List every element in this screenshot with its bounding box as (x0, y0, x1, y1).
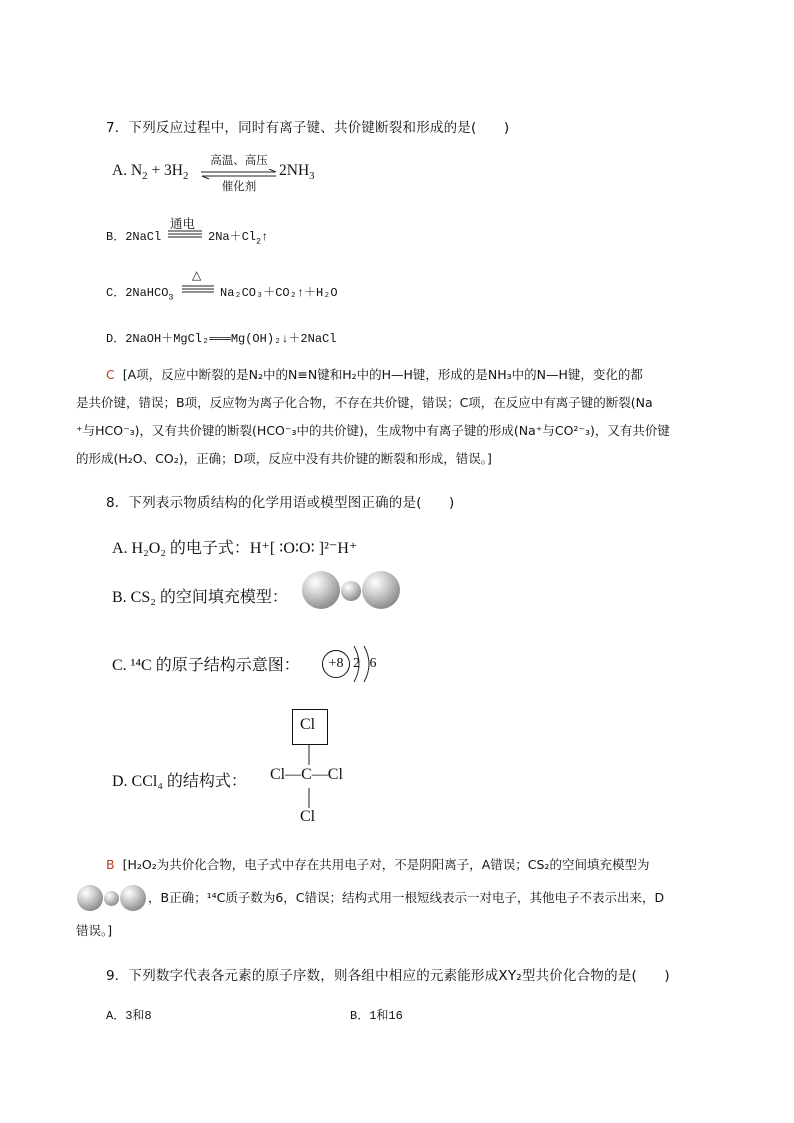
q7-a-label: A. N (112, 162, 143, 179)
q7-b-product-text: 2Na＋Cl (208, 230, 257, 244)
q7-answer-line3: ⁺与HCO⁻₃)，又有共价键的断裂(HCO⁻₃中的共价键)，生成物中有离子键的形成(Na⁺与CO²⁻₃)，又有共价键 (76, 423, 670, 438)
cs2-sulfur-ball-left (302, 571, 340, 609)
q8-answer-line1 (106, 852, 649, 878)
q8-answer-letter: B (106, 857, 115, 872)
q7-a-condition-bottom: 催化剂 (221, 179, 257, 193)
answer-cs2-ball-left (77, 885, 103, 911)
q7-c-text: C．2NaHCO (106, 286, 169, 300)
q7-option-d: D．2NaOH＋MgCl₂═══Mg(OH)₂↓＋2NaCl (106, 332, 337, 346)
q7-stem: 7．下列反应过程中，同时有离子键、共价键断裂和形成的是( ) (106, 120, 510, 136)
q7-b-arrow: ↑ (261, 230, 269, 244)
q8-a-label: A. H₂O₂ 的电子式： (112, 540, 250, 557)
q9-option-b: B．1和16 (350, 1009, 403, 1023)
q7-a-rest: + 3H (147, 162, 183, 179)
ccl4-bottom-cl: Cl (300, 808, 316, 825)
ccl4-top-cl: Cl (300, 716, 316, 733)
q7-option-b: B．2NaCl (106, 230, 162, 244)
ccl4-middle-row: Cl—C—Cl (270, 766, 343, 783)
q7-answer-line4: 的形成(H₂O、CO₂)，正确；D项，反应中没有共价键的断裂和形成，错误。] (76, 451, 492, 466)
q7-option-a: A. $N_2 + 3H_2$ (112, 162, 189, 183)
q7-c-equals (182, 285, 216, 293)
ccl4-top-bond (308, 745, 310, 765)
q8-option-a (112, 535, 357, 558)
q8-a-formula: H⁺[ ∶O∶O∶ ]²⁻H⁺ (249, 540, 358, 557)
q8-option-b: B. CS₂ 的空间填充模型： (112, 589, 288, 606)
q7-c-condition: △ (192, 268, 202, 282)
q7-answer-text1: [A项，反应中断裂的是N₂中的N≡N键和H₂中的H—H键，形成的是NH₃中的N—H键，变化的都 (122, 367, 643, 382)
q8-stem: 8．下列表示物质结构的化学用语或模型图正确的是( ) (106, 495, 455, 511)
q7-option-c: C．2NaHCO$_3$ (106, 286, 174, 303)
answer-cs2-ball-middle (104, 891, 119, 906)
q9-option-a: A．3和8 (106, 1009, 152, 1023)
cs2-carbon-ball (341, 581, 361, 601)
q8-option-c: C. ¹⁴C 的原子结构示意图： (112, 657, 300, 674)
q7-a-product-text: 2NH (279, 162, 310, 179)
q7-a-condition-top: 高温、高压 (210, 153, 268, 167)
q8-answer-line2: ，B正确；¹⁴C质子数为6，C错误；结构式用一根短线表示一对电子，其他电子不表示出来，D (148, 890, 665, 905)
c14-nucleus-circle: +8 (322, 650, 350, 678)
q7-c-product: Na₂CO₃＋CO₂↑＋H₂O (220, 286, 338, 300)
q7-b-product: $2Na+Cl_2↑$ (208, 230, 269, 247)
q9-stem: 9．下列数字代表各元素的原子序数，则各组中相应的元素能形成XY₂型共价化合物的是( ) (106, 968, 670, 984)
q8-answer-text1: [H₂O₂为共价化合物，电子式中存在共用电子对，不是阴阳离子，A错误；CS₂的空间填充模型为 (122, 857, 650, 872)
q7-answer-line2: 是共价键，错误；B项，反应物为离子化合物，不存在共价键，错误；C项，在反应中有离子键的断裂(Na (76, 395, 653, 410)
q7-answer-line1 (106, 362, 643, 388)
q8-answer-line3: 错误。] (76, 923, 113, 938)
cs2-sulfur-ball-right (362, 571, 400, 609)
c14-shell-numbers: 2 6 (353, 656, 380, 671)
q7-b-equals (168, 230, 204, 238)
q7-a-product: $2NH_3$ (279, 162, 315, 183)
q8-option-d: D. CCl₄ 的结构式： (112, 773, 247, 790)
q7-answer-letter: C (106, 367, 115, 382)
answer-cs2-ball-right (120, 885, 146, 911)
q7-b-condition: 通电 (170, 216, 196, 231)
ccl4-bottom-bond (308, 788, 310, 808)
